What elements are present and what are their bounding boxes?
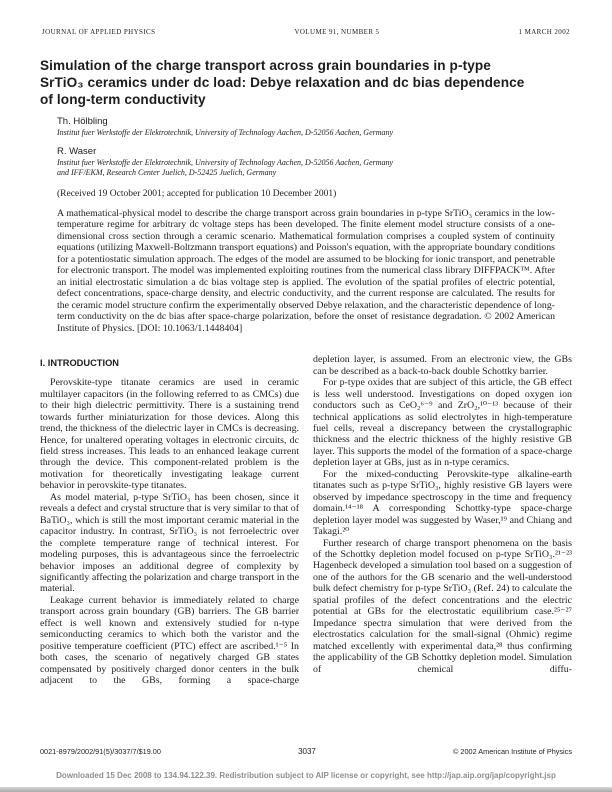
download-stamp: Downloaded 15 Dec 2008 to 134.94.122.39. Redistribution subject to AIP license or copyright, see http://jap.aip.org/jap/copyright.jsp <box>56 771 556 780</box>
body-columns <box>40 354 572 686</box>
author <box>57 146 555 178</box>
footer-line <box>40 747 572 756</box>
title-line: SrTiO₃ ceramics under dc load: Debye relaxation and dc bias dependence <box>40 75 525 90</box>
left-column <box>40 354 299 686</box>
paragraph: As model material, p-type SrTiO₃ has been chosen, since it reveals a defect and crystal structure that is very similar to that of BaTiO₃, which is still the most important ceramic material in the capacitor industry. In contrast, SrTiO₃ is not ferroelectric over the complete temperature range of technical interest. For modeling purposes, this is advantageous since the ferroelectric behavior imposes an additional degree of complexity by significantly affecting the polarization and charge transport in the material. <box>40 491 299 595</box>
author-name: R. Waser <box>57 145 97 157</box>
paragraph: depletion layer, is assumed. From an electronic view, the GBs can be described as a back-to-back double Schottky barrier. <box>313 354 572 377</box>
running-header <box>42 28 570 36</box>
copyright-notice: © 2002 American Institute of Physics <box>453 747 572 756</box>
title-line: of long-term conductivity <box>40 92 206 107</box>
title-line: Simulation of the charge transport across grain boundaries in p-type <box>40 58 491 73</box>
window-bottom-edge <box>0 787 612 792</box>
paragraph: For p-type oxides that are subject of this article, the GB effect is less well understood. Investigations on doped oxygen ion conductors such as CeO₂⁶⁻⁹ and ZrO₂,¹⁰⁻¹³ because of their technical applications as solid electrolytes in high-temperature fuel cells, reveal a discrepancy between the crystallographic thickness and the electric thickness of the highly resistive GB layer. This supports the model of the formation of a space-charge depletion layer at GBs, just as in n-type ceramics. <box>313 377 572 469</box>
author-affiliation: Institut fuer Werkstoffe der Elektrotechnik, University of Technology Aachen, D-52056 Aachen, Germany <box>57 128 394 137</box>
issn-price: 0021-8979/2002/91(5)/3037/7/$19.00 <box>40 747 161 756</box>
author-affiliation: Institut fuer Werkstoffe der Elektrotechnik, University of Technology Aachen, D-52056 Aachen, Germany <box>57 157 394 167</box>
issue-date: 1 MARCH 2002 <box>518 28 570 36</box>
received-line: (Received 19 October 2001; accepted for publication 10 December 2001) <box>57 188 337 199</box>
author-name: Th. Hölbling <box>57 116 108 127</box>
journal-name: JOURNAL OF APPLIED PHYSICS <box>42 28 156 36</box>
paragraph: Leakage current behavior is immediately related to charge transport across grain boundary (GB) barriers. The GB barrier effect is well known and extensively studied for n-type semiconducting ceramics to which both the varistor and the positive temperature coefficient (PTC) effect are ascribed.¹⁻⁵ In both cases, the scenario of negatively charged GB states compensated by positively charged donor centers in the bulk adjacent to the GBs, forming a space-charge <box>40 594 299 687</box>
paragraph: For the mixed-conducting Perovskite-type alkaline-earth titanates such as p-type SrTiO₃, highly resistive GB layers were observed by impedance spectroscopy in the time and frequency domain.¹⁴⁻¹⁸ A corresponding Schottky-type space-charge depletion layer model was suggested by Waser,¹⁹ and Chiang and Takagi.²⁰ <box>313 468 572 538</box>
paragraph: Perovskite-type titanate ceramics are used in ceramic multilayer capacitors (in the following referred to as CMCs) due to their high dielectric permittivity. There is a sustaining trend towards further miniaturization for those devices. Along this trend, the thickness of the dielectric layer in CMCs is decreasing. Hence, for unaltered operating voltages in electronic circuits, dc field stress increases. This leads to an enhanced leakage current through the device. This component-related problem is the motivation for theoretically investigating leakage current behavior in perovskite-type titanates. <box>40 377 299 492</box>
abstract: A mathematical-physical model to describe the charge transport across grain boundaries in p-type SrTiO₃ ceramics in the low-temperature regime for arbitrary dc voltage steps has been developed. The finite element model structure consists of a one-dimensional cross section through a ceramic scenario. Mathematical formulation comprises a coupled system of continuity equations (utilizing Maxwell-Boltzmann transport equations) and Poisson's equation, with the appropriate boundary conditions for a potentiostatic simulation approach. The edges of the model are assumed to be blocking for ionic transport, and penetrable for electronic transport. The model was implemented exploiting routines from the numerical class library DIFFPACK™. After an initial electrostatic simulation a dc bias voltage step is applied. The evolution of the spatial profiles of electric potential, defect concentrations, space-charge density, and electric conductivity, and the current response are calculated. The results for the ceramic model structure confirm the experimentally observed Debye relaxation, and the characteristic dependence of long-term conductivity on the dc bias after space-charge polarization, before the onset of resistance degradation. © 2002 American Institute of Physics. [DOI: 10.1063/1.1448404] <box>57 207 555 334</box>
author-affiliation: and IFF/EKM, Research Center Juelich, D-52425 Juelich, Germany <box>57 168 277 178</box>
article-title <box>40 57 572 108</box>
right-column <box>313 354 572 686</box>
volume-issue: VOLUME 91, NUMBER 5 <box>294 28 380 36</box>
author <box>57 116 555 138</box>
paragraph: Further research of charge transport phenomena on the basis of the Schottky depletion model focused on p-type SrTiO₃.²¹⁻²³ Hagenbeck developed a simulation tool based on a suggestion of one of the authors for the GB scenario and the well-understood bulk defect chemistry for p-type SrTiO₃ (Ref. 24) to calculate the spatial profiles of the defect concentrations and the electric potential at GBs for the electrostatic equilibrium case.²⁵⁻²⁷ Impedance spectra simulation that were derived from the electrostatics calculation for the small-signal (Ohmic) regime matched excellently with experimental data,²⁸ thus confirming the applicability of the GB Schottky depletion model. Simulation of chemical diffu- <box>313 537 572 675</box>
authors-block <box>57 116 555 178</box>
page-number: 3037 <box>298 747 316 756</box>
section-heading-introduction: I. INTRODUCTION <box>40 358 120 369</box>
